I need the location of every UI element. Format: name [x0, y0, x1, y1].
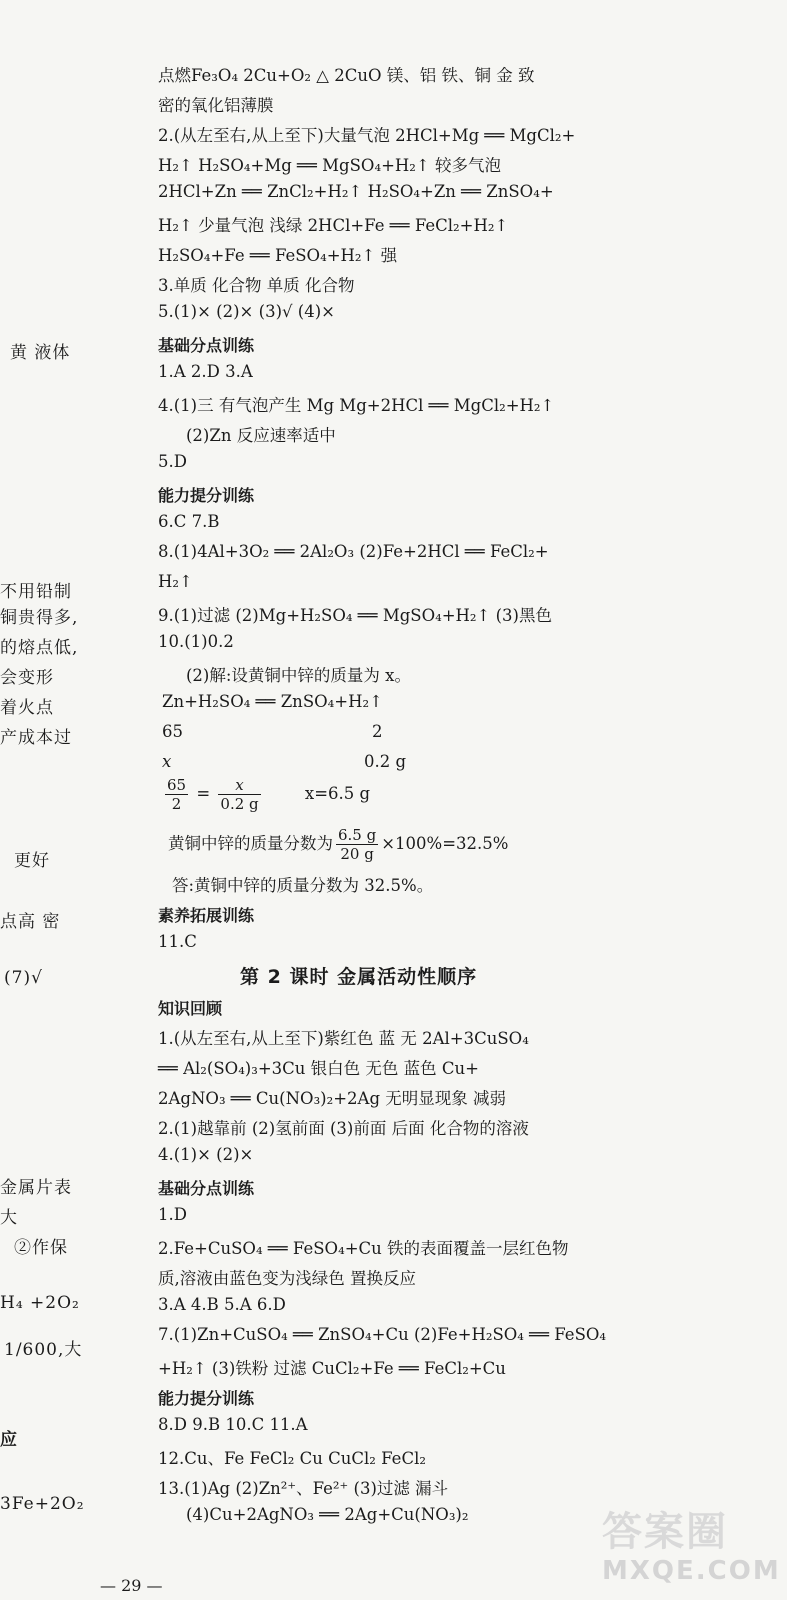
- answer-line: 5.(1)× (2)× (3)√ (4)×: [158, 302, 335, 321]
- answer-line: H₂↑ H₂SO₄+Mg ══ MgSO₄+H₂↑ 较多气泡: [158, 156, 501, 175]
- answer-line: 8.D 9.B 10.C 11.A: [158, 1415, 308, 1434]
- answer-line: 2: [372, 722, 383, 741]
- answer-line: 3.A 4.B 5.A 6.D: [158, 1295, 286, 1314]
- left-fragment: 不用铅制: [0, 582, 72, 602]
- left-fragment: 铜贵得多,: [0, 608, 79, 628]
- answer-line: 答:黄铜中锌的质量分数为 32.5%。: [172, 876, 434, 895]
- answer-line: 12.Cu、Fe FeCl₂ Cu CuCl₂ FeCl₂: [158, 1449, 426, 1468]
- left-fragment: 点高 密: [0, 912, 61, 932]
- left-fragment: 着火点: [0, 698, 54, 718]
- answer-line: 10.(1)0.2: [158, 632, 234, 651]
- answer-line: 9.(1)过滤 (2)Mg+H₂SO₄ ══ MgSO₄+H₂↑ (3)黑色: [158, 606, 552, 625]
- section-heading: 基础分点训练: [158, 1179, 255, 1198]
- result-x: x=6.5 g: [304, 784, 371, 803]
- lesson-title: 第 2 课时 金属活动性顺序: [240, 966, 478, 988]
- left-column-fragments: [0, 0, 130, 1600]
- left-fragment: 金属片表: [0, 1178, 72, 1198]
- answer-line: 2.(1)越靠前 (2)氢前面 (3)前面 后面 化合物的溶液: [158, 1119, 529, 1138]
- answer-line: 2AgNO₃ ══ Cu(NO₃)₂+2Ag 无明显现象 减弱: [158, 1089, 507, 1108]
- answer-line: 13.(1)Ag (2)Zn²⁺、Fe²⁺ (3)过滤 漏斗: [158, 1479, 449, 1498]
- fraction: $\frac{x}{0.2 g}$: [220, 776, 259, 813]
- answer-line: 质,溶液由蓝色变为浅绿色 置换反应: [158, 1269, 416, 1288]
- answer-line: 2HCl+Zn ══ ZnCl₂+H₂↑ H₂SO₄+Zn ══ ZnSO₄+: [158, 182, 554, 201]
- answer-line: 2.(从左至右,从上至下)大量气泡 2HCl+Mg ══ MgCl₂+: [158, 126, 576, 145]
- fraction: $\frac{65}{2}$: [167, 776, 187, 813]
- left-fragment: 1/600,大: [4, 1340, 83, 1360]
- left-fragment: (7)√: [4, 968, 43, 988]
- answer-line: x: [162, 752, 172, 771]
- answer-line: 密的氧化铝薄膜: [158, 96, 274, 115]
- answer-line: 11.C: [158, 932, 197, 951]
- watermark-bottom: MXQE.COM: [602, 1556, 781, 1586]
- watermark-top: 答案圈: [602, 1509, 728, 1555]
- answer-line: 6.C 7.B: [158, 512, 220, 531]
- answer-line: 点燃Fe₃O₄ 2Cu+O₂ △ 2CuO 镁、铝 铁、铜 金 致: [158, 66, 535, 85]
- section-heading: 能力提分训练: [158, 486, 255, 505]
- left-fragment: ②作保: [14, 1238, 68, 1258]
- answer-line: 1.A 2.D 3.A: [158, 362, 253, 381]
- answer-line: Zn+H₂SO₄ ══ ZnSO₄+H₂↑: [162, 692, 383, 711]
- answer-line: 4.(1)× (2)×: [158, 1145, 254, 1164]
- section-heading: 知识回顾: [158, 999, 223, 1018]
- answer-line: 8.(1)4Al+3O₂ ══ 2Al₂O₃ (2)Fe+2HCl ══ FeCl₂+: [158, 542, 549, 561]
- answer-line: 1.D: [158, 1205, 187, 1224]
- answer-line: 2.Fe+CuSO₄ ══ FeSO₄+Cu 铁的表面覆盖一层红色物: [158, 1239, 569, 1258]
- answer-line: H₂↑ 少量气泡 浅绿 2HCl+Fe ══ FeCl₂+H₂↑: [158, 216, 509, 235]
- answer-line: 0.2 g: [364, 752, 407, 771]
- answer-line: H₂↑: [158, 572, 193, 591]
- left-fragment: 产成本过: [0, 728, 72, 748]
- answer-line: ══ Al₂(SO₄)₃+3Cu 银白色 无色 蓝色 Cu+: [158, 1059, 479, 1078]
- left-fragment: 会变形: [0, 668, 54, 688]
- answer-line: (4)Cu+2AgNO₃ ══ 2Ag+Cu(NO₃)₂: [186, 1505, 469, 1524]
- page-number: — 29 —: [100, 1576, 163, 1595]
- answer-line: 1.(从左至右,从上至下)紫红色 蓝 无 2Al+3CuSO₄: [158, 1029, 529, 1048]
- mass-fraction-equation: 黄铜中锌的质量分数为 $\frac{6.5 g}{20 g}$ ×100%=32.5%: [168, 826, 509, 863]
- answer-line: 7.(1)Zn+CuSO₄ ══ ZnSO₄+Cu (2)Fe+H₂SO₄ ══ FeSO₄: [158, 1325, 607, 1344]
- left-fragment: 应: [0, 1430, 18, 1450]
- answer-line: H₂SO₄+Fe ══ FeSO₄+H₂↑ 强: [158, 246, 398, 265]
- section-heading: 能力提分训练: [158, 1389, 255, 1408]
- section-heading: 基础分点训练: [158, 336, 255, 355]
- left-fragment: 黄 液体: [10, 343, 71, 363]
- section-heading: 素养拓展训练: [158, 906, 255, 925]
- watermark-logo: [596, 1500, 781, 1596]
- left-fragment: 大: [0, 1208, 18, 1228]
- answer-line: 65: [162, 722, 183, 741]
- left-fragment: H₄ +2O₂: [0, 1293, 80, 1313]
- answer-line: 3.单质 化合物 单质 化合物: [158, 276, 355, 295]
- answer-line: (2)Zn 反应速率适中: [186, 426, 336, 445]
- left-fragment: 的熔点低,: [0, 638, 79, 658]
- fraction: $\frac{6.5 g}{20 g}$: [338, 826, 377, 863]
- left-fragment: 更好: [14, 851, 50, 871]
- ratio-equation: $\frac{65}{2}$ = $\frac{x}{0.2 g}$ x=6.5 g: [167, 776, 371, 813]
- answer-line: 5.D: [158, 452, 187, 471]
- answer-line: 4.(1)三 有气泡产生 Mg Mg+2HCl ══ MgCl₂+H₂↑: [158, 396, 555, 415]
- answer-line: (2)解:设黄铜中锌的质量为 x。: [186, 666, 411, 685]
- left-fragment: 3Fe+2O₂: [0, 1494, 85, 1514]
- answer-line: +H₂↑ (3)铁粉 过滤 CuCl₂+Fe ══ FeCl₂+Cu: [158, 1359, 506, 1378]
